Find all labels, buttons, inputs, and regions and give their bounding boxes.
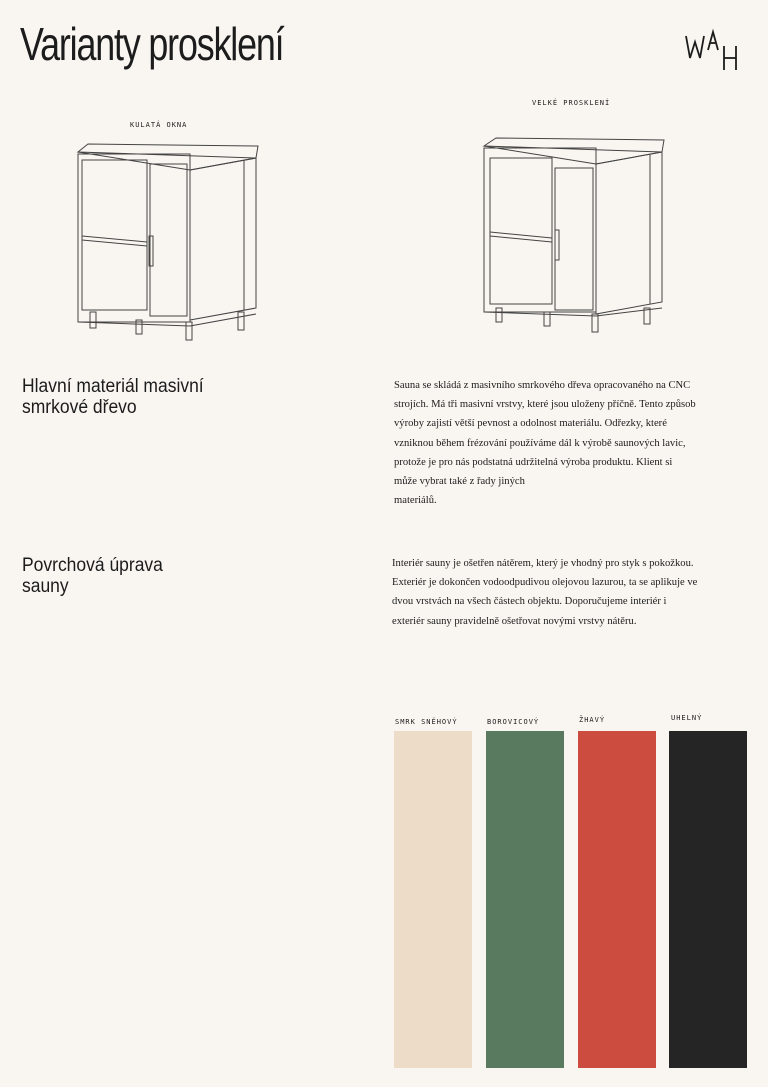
text-line: výroby zajistí větší pevnost a odolnost materiálu. Odřezky, které	[394, 418, 667, 430]
section-text-surface	[392, 554, 748, 631]
text-line: vzniknou během frézování používáme dál k výrobě saunových lavic,	[394, 437, 686, 449]
swatch-label: SMRK SNĚHOVÝ	[395, 718, 458, 726]
variant-caption-round: KULATÁ OKNA	[130, 121, 188, 129]
color-swatch-uhelny	[669, 731, 747, 1068]
text-line: exteriér sauny pravidelně ošetřovat novými vrstvy nátěru.	[392, 615, 637, 627]
text-line: Sauna se skládá z masivního smrkového dřeva opracovaného na CNC	[394, 380, 691, 391]
color-swatch-zhavy	[578, 731, 656, 1068]
section-text-material	[394, 376, 750, 510]
text-line: Interiér sauny je ošetřen nátěrem, který je vhodný pro styk s pokožkou.	[392, 558, 694, 569]
wah-logo	[684, 28, 744, 74]
color-swatch-smrk	[394, 731, 472, 1068]
swatch-label: ŽHAVÝ	[579, 716, 606, 724]
section-heading-material: Hlavní materiál masivní smrkové dřevo	[22, 376, 204, 418]
section-heading-surface: Povrchová úprava sauny	[22, 555, 163, 597]
text-line: dvou vrstvách na všech částech objektu. Doporučujeme interiér i	[392, 596, 667, 608]
text-line: materiálů.	[394, 495, 437, 507]
page-title: Varianty prosklení	[20, 18, 284, 70]
variant-caption-large: VELKÉ PROSKLENÍ	[532, 99, 611, 107]
sauna-round-windows-illustration	[70, 140, 265, 345]
color-swatch-borovicovy	[486, 731, 564, 1068]
text-line: strojích. Má tři masivní vrstvy, které jsou uloženy příčně. Tento způsob	[394, 399, 696, 411]
swatch-label: UHELNÝ	[671, 714, 703, 722]
text-line: může vybrat také z řady jiných	[394, 476, 525, 488]
swatch-label: BOROVICOVÝ	[487, 718, 540, 726]
sauna-large-glazing-illustration	[476, 132, 671, 337]
text-line: Exteriér je dokončen vodoodpudivou olejovou lazurou, ta se aplikuje ve	[392, 577, 698, 589]
text-line: protože je pro nás podstatná udržitelná výroba produktu. Klient si	[394, 456, 673, 468]
